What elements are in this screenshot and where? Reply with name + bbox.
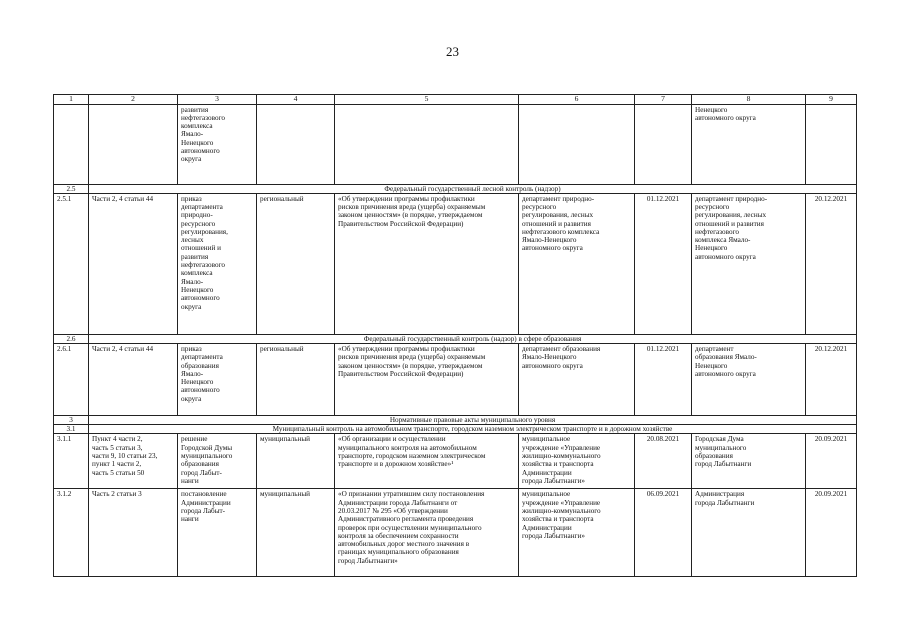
column-number: 5: [335, 95, 519, 105]
level-cell: региональный: [257, 343, 335, 415]
developer-cell: муниципальное учреждение «Управление жилищно-коммунального хозяйства и транспорта Администрации города Лабытнанги»: [519, 489, 635, 577]
developer-cell: департамент природно- ресурсного регулирования, лесных отношений и развития нефтегазового комплекса Ямало-Ненецкого автономного округа: [519, 193, 635, 334]
date-cell: 20.09.2021: [806, 489, 857, 577]
table-header-row: [54, 95, 857, 105]
basis-cell: Пункт 4 части 2, часть 5 статьи 3, части 9, 10 статьи 23, пункт 1 части 2, часть 5 статьи 50: [89, 434, 178, 489]
basis-cell: Части 2, 4 статьи 44: [89, 193, 178, 334]
basis-cell: Часть 2 статьи 3: [89, 489, 178, 577]
section-number: 3: [54, 415, 89, 424]
legislation-table: [53, 94, 857, 577]
row-number: 2.5.1: [54, 193, 89, 334]
date-cell: 20.12.2021: [806, 193, 857, 334]
section-title: Федеральный государственный лесной контроль (надзор): [89, 184, 857, 193]
act-type-cell: постановление Администрации города Лабыт- нанги: [178, 489, 257, 577]
date-cell: 20.08.2021: [635, 434, 692, 489]
section-row: [54, 184, 857, 193]
row-number: 3.1.1: [54, 434, 89, 489]
responsible-cell: Ненецкого автономного округа: [692, 104, 806, 184]
act-type-cell: развития нефтегазового комплекса Ямало- Ненецкого автономного округа: [178, 104, 257, 184]
table-row: [54, 193, 857, 334]
section-title: Федеральный государственный контроль (надзор) в сфере образования: [89, 334, 857, 343]
column-number: 6: [519, 95, 635, 105]
row-number: 3.1.2: [54, 489, 89, 577]
date-cell: 20.12.2021: [806, 343, 857, 415]
date-cell: 01.12.2021: [635, 193, 692, 334]
table-row: [54, 489, 857, 577]
act-title-cell: «Об утверждении программы профилактики рисков причинения вреда (ущерба) охраняемым законом ценностям» (в порядке, утверждаемом Правительством Российской Федерации): [335, 193, 519, 334]
table-row: [54, 343, 857, 415]
date-cell: 06.09.2021: [635, 489, 692, 577]
act-title-cell: «Об организации и осуществлении муниципального контроля на автомобильном транспорте, городском наземном электрическом транспорте и в дорожном хозяйстве»¹: [335, 434, 519, 489]
column-number: 3: [178, 95, 257, 105]
section-row: [54, 425, 857, 434]
section-title: Нормативные правовые акты муниципального уровня: [89, 415, 857, 424]
date-cell: 01.12.2021: [635, 343, 692, 415]
page-number: 23: [446, 44, 459, 59]
continuation-row: [54, 104, 857, 184]
level-cell: муниципальный: [257, 489, 335, 577]
act-title-cell: «О признании утратившим силу постановления Администрации города Лабытнанги от 20.03.2017 № 295 «Об утверждении Административного регламента проведения проверок при осуществлении муниципального контроля за обеспечением сохранности автомобильных дорог местного значения в границах муниципального образования город Лабытнанги»: [335, 489, 519, 577]
row-number: 2.6.1: [54, 343, 89, 415]
section-row: [54, 415, 857, 424]
level-cell: региональный: [257, 193, 335, 334]
column-number: 1: [54, 95, 89, 105]
section-number: 2.5: [54, 184, 89, 193]
developer-cell: департамент образования Ямало-Ненецкого автономного округа: [519, 343, 635, 415]
column-number: 8: [692, 95, 806, 105]
responsible-cell: департамент природно- ресурсного регулирования, лесных отношений и развития нефтегазового комплекса Ямало- Ненецкого автономного округа: [692, 193, 806, 334]
act-type-cell: приказ департамента природно- ресурсного регулирования, лесных отношений и развития нефтегазового комплекса Ямало- Ненецкого автономного округа: [178, 193, 257, 334]
developer-cell: муниципальное учреждение «Управление жилищно-коммунального хозяйства и транспорта Администрации города Лабытнанги»: [519, 434, 635, 489]
act-type-cell: решение Городской Думы муниципального образования город Лабыт- нанги: [178, 434, 257, 489]
column-number: 7: [635, 95, 692, 105]
section-number: 2.6: [54, 334, 89, 343]
section-number: 3.1: [54, 425, 89, 434]
column-number: 2: [89, 95, 178, 105]
section-title: Муниципальный контроль на автомобильном транспорте, городском наземном электрическом транспорте и в дорожном хозяйстве: [89, 425, 857, 434]
act-title-cell: «Об утверждении программы профилактики рисков причинения вреда (ущерба) охраняемым законом ценностям» (в порядке, утверждаемом Правительством Российской Федерации): [335, 343, 519, 415]
table-row: [54, 434, 857, 489]
column-number: 9: [806, 95, 857, 105]
act-type-cell: приказ департамента образования Ямало- Ненецкого автономного округа: [178, 343, 257, 415]
basis-cell: Части 2, 4 статьи 44: [89, 343, 178, 415]
responsible-cell: департамент образования Ямало- Ненецкого автономного округа: [692, 343, 806, 415]
section-row: [54, 334, 857, 343]
level-cell: муниципальный: [257, 434, 335, 489]
column-number: 4: [257, 95, 335, 105]
date-cell: 20.09.2021: [806, 434, 857, 489]
responsible-cell: Городская Дума муниципального образования город Лабытнанги: [692, 434, 806, 489]
responsible-cell: Администрация города Лабытнанги: [692, 489, 806, 577]
